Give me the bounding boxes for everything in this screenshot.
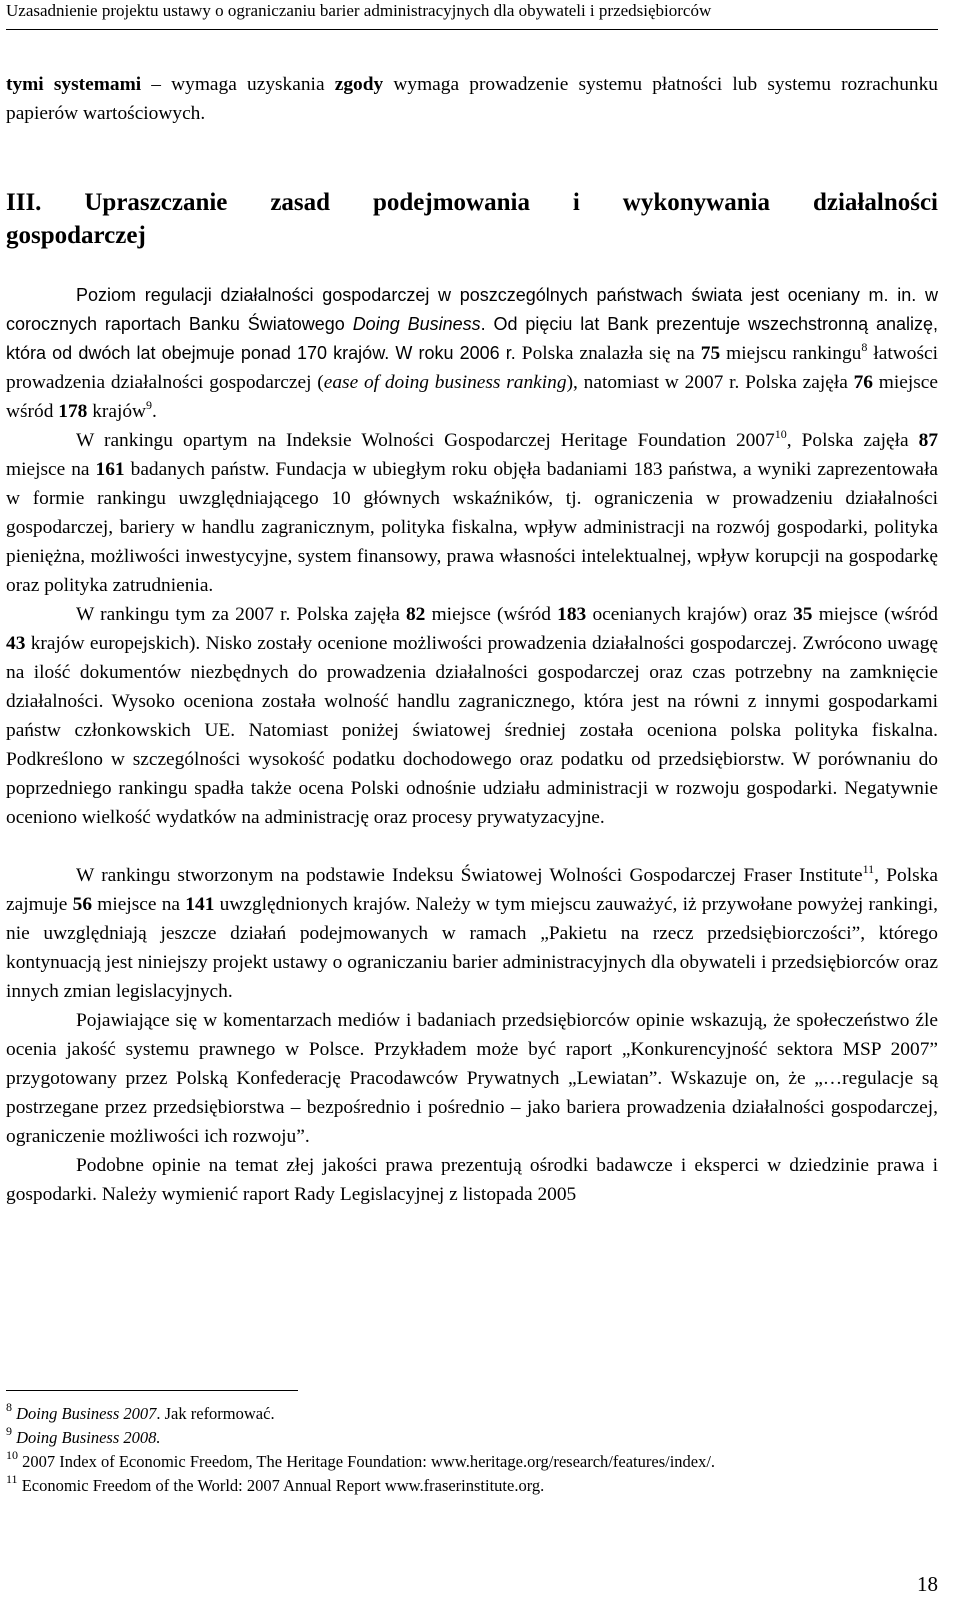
- footnote-9: [6, 1426, 938, 1450]
- p4-bold-1: 56: [72, 894, 93, 915]
- running-header: Uzasadnienie projektu ustawy o ograniczaniu barier administracyjnych dla obywateli i przedsiębiorców: [6, 1, 712, 20]
- p3-bold-3: 35: [793, 604, 813, 625]
- p1-text-5: łatwości prowadzenia działalności gospodarczej (: [6, 343, 938, 393]
- p2-text-3: miejsce na: [6, 459, 96, 480]
- footnote-number: 11: [6, 1472, 18, 1486]
- p3-bold-4: 43: [6, 633, 26, 654]
- p1-italic-2: ease of doing business ranking: [323, 372, 567, 393]
- p4-text-4: uwzględnionych krajów. Należy w tym miejscu zauważyć, iż przywołane powyżej rankingi, nie uwzględniają jeszcze działań podejmowanych w ramach „Pakietu na rzecz przedsiębiorczości”, którego kontynuacją jest niniejszy projekt ustawy o ograniczaniu barier administracyjnych dla obywateli i przedsiębiorców oraz innych zmian legislacyjnych.: [6, 894, 938, 1002]
- p1-text-4: miejscu rankingu: [720, 343, 862, 364]
- intro-bold-2: zgody: [334, 74, 384, 95]
- header-divider: [6, 29, 938, 30]
- p3-bold-2: 183: [557, 604, 587, 625]
- p4-text-3: miejsce na: [92, 894, 186, 915]
- p2-text-1: W rankingu opartym na Indeksie Wolności Gospodarczej Heritage Foundation 2007: [76, 430, 775, 451]
- footnote-text: Economic Freedom of the World: 2007 Annual Report www.fraserinstitute.org.: [17, 1476, 545, 1495]
- p1-text-7: miejsce wśród: [6, 372, 938, 422]
- footnotes: [6, 1402, 938, 1498]
- p3-text-1: W rankingu tym za 2007 r. Polska zajęła: [76, 604, 406, 625]
- p1-text-3: Polska znalazła się na: [515, 343, 701, 364]
- paragraph-similar-opinions: Podobne opinie na temat złej jakości prawa prezentują ośrodki badawcze i eksperci w dziedzinie prawa i gospodarki. Należy wymienić raport Rady Legislacyjnej z listopada 2005: [6, 1155, 938, 1205]
- intro-bold-1: tymi systemami: [6, 74, 142, 95]
- paragraph-doing-business: [6, 281, 938, 426]
- p3-text-4: miejsce (wśród: [812, 604, 938, 625]
- p4-text-2: , Polska zajmuje: [6, 865, 938, 915]
- p3-text-5: krajów europejskich). Nisko zostały ocenione możliwości prowadzenia działalności gospodarczej. Zwrócono uwagę na ilość dokumentów niezbędnych do prowadzenia działalności gospodarczej oraz czas potrzebny na zamknięcie działalności. Wysoko oceniona została wolność handlu zagranicznego, która jest na równi z innymi gospodarkami państw członkowskich UE. Natomiast poniżej światowej średniej została oceniona polska polityka fiskalna. Podkreślono w szczególności wysokość podatku dochodowego oraz podatku od przedsiębiorstw. W porównaniu do poprzedniego rankingu spadła także ocena Polski odnośnie udziału administracji w rozwoju gospodarki. Negatywnie oceniono wielkość wydatków na administrację oraz procesy prywatyzacyjne.: [6, 633, 938, 828]
- footnote-number: 9: [6, 1424, 12, 1438]
- p3-text-2: miejsce (wśród: [425, 604, 558, 625]
- footnote-text: 2007 Index of Economic Freedom, The Heritage Foundation: www.heritage.org/research/features/index/.: [18, 1452, 716, 1471]
- p1-italic-title: Doing Business: [352, 314, 481, 334]
- p1-bold-1: 75: [700, 343, 721, 364]
- p2-bold-1: 87: [918, 430, 939, 451]
- intro-text-2: wymaga prowadzenie systemu płatności lub systemu rozrachunku papierów wartościowych.: [6, 74, 938, 124]
- p1-bold-2: 76: [853, 372, 873, 393]
- footnote-ref-9[interactable]: 9: [146, 398, 153, 412]
- intro-paragraph: [6, 70, 938, 128]
- page-number: 18: [917, 1572, 938, 1596]
- footnote-11: [6, 1474, 938, 1498]
- p2-text-2: , Polska zajęła: [786, 430, 919, 451]
- section-heading: III. Upraszczanie zasad podejmowania i wykonywania działalności gospodarczej: [6, 189, 938, 249]
- p2-bold-2: 161: [95, 459, 125, 480]
- paragraph-media-opinions: Pojawiające się w komentarzach mediów i badaniach przedsiębiorców opinie wskazują, że społeczeństwo źle ocenia jakość systemu prawnego w Polsce. Przykładem może być raport „Konkurencyjność sektora MSP 2007” przygotowany przez Polską Konfederację Pracodawców Prywatnych „Lewiatan”. Wskazuje on, że „…regulacje są postrzegane przez przedsiębiorstwa – bezpośrednio i pośrednio – jako bariera prowadzenia działalności gospodarczej, ograniczenie możliwości ich rozwoju”.: [6, 1010, 938, 1147]
- document-body: [6, 70, 938, 1209]
- intro-text-1: – wymaga uzyskania: [141, 74, 335, 95]
- p1-text-6: ), natomiast w 2007 r. Polska zajęła: [566, 372, 854, 393]
- footnote-italic: Doing Business 2008.: [16, 1428, 161, 1447]
- footnote-italic: Doing Business 2007: [16, 1404, 157, 1423]
- footnote-number: 8: [6, 1400, 12, 1414]
- footnote-number: 10: [6, 1448, 18, 1462]
- paragraph-ranking-2007: [6, 600, 938, 832]
- p1-text-8: krajów: [87, 401, 147, 422]
- p1-bold-3: 178: [58, 401, 88, 422]
- paragraph-heritage: [6, 426, 938, 600]
- footnote-text: . Jak reformować.: [156, 1404, 275, 1423]
- p3-text-3: ocenianych krajów) oraz: [586, 604, 794, 625]
- footnote-ref-8[interactable]: 8: [861, 340, 868, 354]
- p4-bold-2: 141: [185, 894, 215, 915]
- p1-text-9: .: [152, 401, 157, 422]
- footnote-8: [6, 1402, 938, 1426]
- footnote-divider: [6, 1390, 298, 1391]
- p2-text-4: badanych państw. Fundacja w ubiegłym roku objęła badaniami 183 państwa, a wyniki zaprezentowała w formie rankingu uwzględniającego 10 głównych wskaźników, tj. ograniczenia w prowadzeniu działalności gospodarczej, bariery w handlu zagranicznym, polityka fiskalna, wpływ administracji na rozwój gospodarki, polityka pieniężna, możliwości inwestycyjne, system finansowy, prawa własności intelektualnej, wpływ korupcji na gospodarkę oraz polityka zatrudnienia.: [6, 459, 938, 596]
- footnote-ref-11[interactable]: 11: [862, 862, 875, 876]
- paragraph-fraser: [6, 861, 938, 1006]
- p3-bold-1: 82: [405, 604, 426, 625]
- p1-text-1: Poziom regulacji działalności gospodarczej w poszczególnych państwach świata jest oceniany m. in. w corocznych raportach Banku Światowego: [6, 285, 938, 334]
- footnote-ref-10[interactable]: 10: [774, 427, 787, 441]
- footnote-10: [6, 1450, 938, 1474]
- p1-text-2: . Od pięciu lat Bank prezentuje wszechstronną analizę, która od dwóch lat obejmuje ponad 170 krajów. W roku 2006 r.: [6, 314, 939, 363]
- p4-text-1: W rankingu stworzonym na podstawie Indeksu Światowej Wolności Gospodarczej Fraser Institute: [76, 865, 863, 886]
